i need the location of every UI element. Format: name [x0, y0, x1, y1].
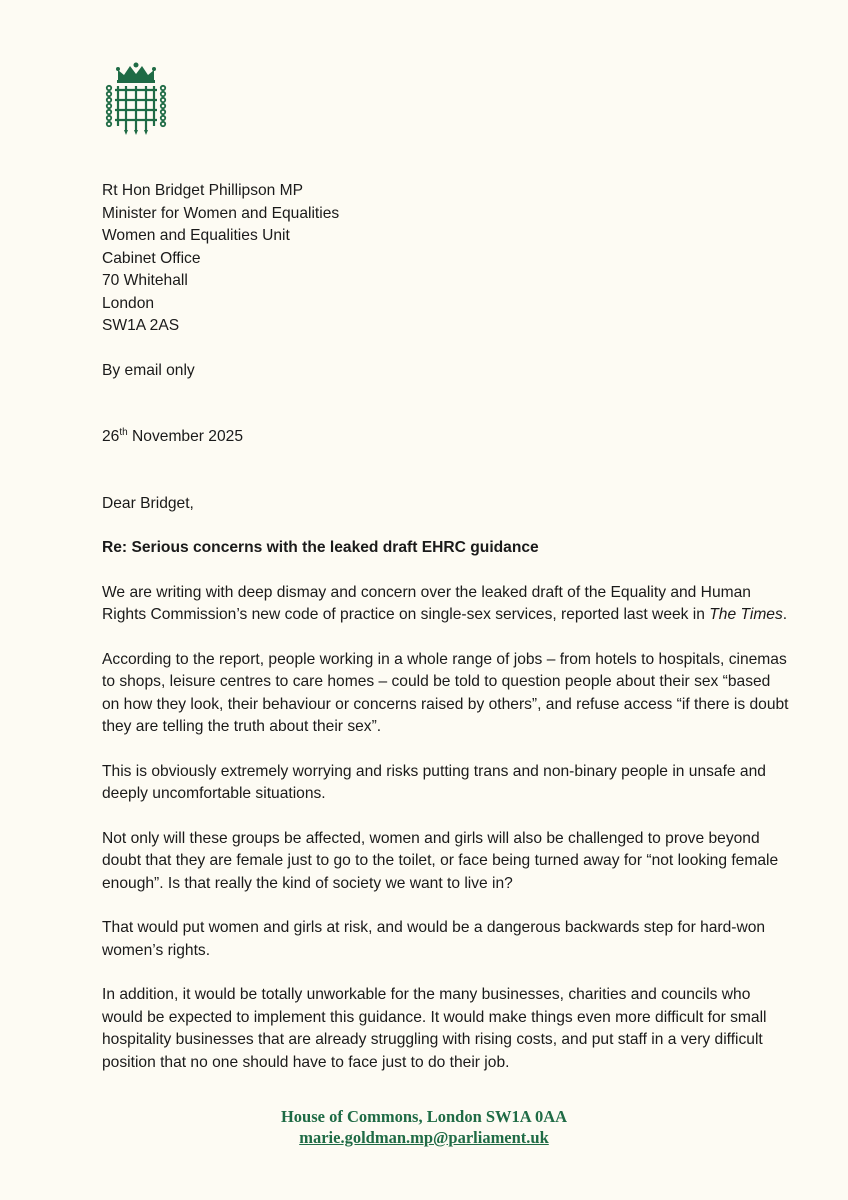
footer-address: House of Commons, London SW1A 0AA — [280, 1107, 568, 1126]
publication-name: The Times — [709, 606, 783, 623]
paragraph-5: That would put women and girls at risk, and would be a dangerous backwards step for hard-won women’s rights. — [102, 919, 766, 959]
paragraph-6: In addition, it would be totally unworkable for the many businesses, charities and councils who would be expected to implement this guidance. It would make things even more difficult for small hospitality businesses that are already struggling with rising costs, and put staff in a very difficult position that no one should have to face just to do their job. — [102, 986, 767, 1071]
date-day: 26 — [102, 428, 120, 445]
paragraph-3: This is obviously extremely worrying and risks putting trans and non-binary people in unsafe and deeply uncomfortable situations. — [102, 762, 766, 802]
paragraph-1-text: We are writing with deep dismay and concern over the leaked draft of the Equality and Human Rights Commission’s new code of practice on single-sex services, reported last week in — [102, 583, 751, 623]
paragraph-2: According to the report, people working in a whole range of jobs – from hotels to hospitals, cinemas to shops, leisure centres to care homes – could be told to question people about their sex “based on how they look, their behaviour or concerns raised by others”, and refuse access “if there is doubt they are telling the truth about their sex”. — [102, 650, 789, 735]
address-line: SW1A 2AS — [102, 317, 180, 334]
address-line: 70 Whitehall — [102, 272, 188, 289]
letter-body — [102, 180, 792, 1096]
delivery-note: By email only — [102, 361, 195, 379]
recipient-address — [102, 180, 792, 338]
date-rest: November 2025 — [127, 428, 243, 445]
address-line: Minister for Women and Equalities — [102, 204, 340, 222]
paragraph-1-end: . — [782, 606, 788, 623]
address-line: Cabinet Office — [102, 249, 201, 267]
paragraph-1 — [102, 582, 792, 627]
date-suffix: th — [119, 426, 128, 438]
letterhead-footer — [0, 1106, 848, 1148]
footer-email-link[interactable]: marie.goldman.mp@parliament.uk — [299, 1128, 549, 1147]
salutation: Dear Bridget, — [102, 494, 194, 512]
subject-line: Re: Serious concerns with the leaked draft EHRC guidance — [102, 539, 539, 556]
address-line: Rt Hon Bridget Phillipson MP — [102, 182, 304, 199]
letter-date — [102, 426, 792, 449]
paragraph-4: Not only will these groups be affected, women and girls will also be challenged to prove beyond doubt that they are female just to go to the toilet, or face being turned away for “not looking female enough”. Is that really the kind of society we want to live in? — [102, 829, 779, 892]
address-line: London — [102, 294, 155, 312]
portcullis-logo — [104, 62, 168, 136]
address-line: Women and Equalities Unit — [102, 227, 290, 244]
